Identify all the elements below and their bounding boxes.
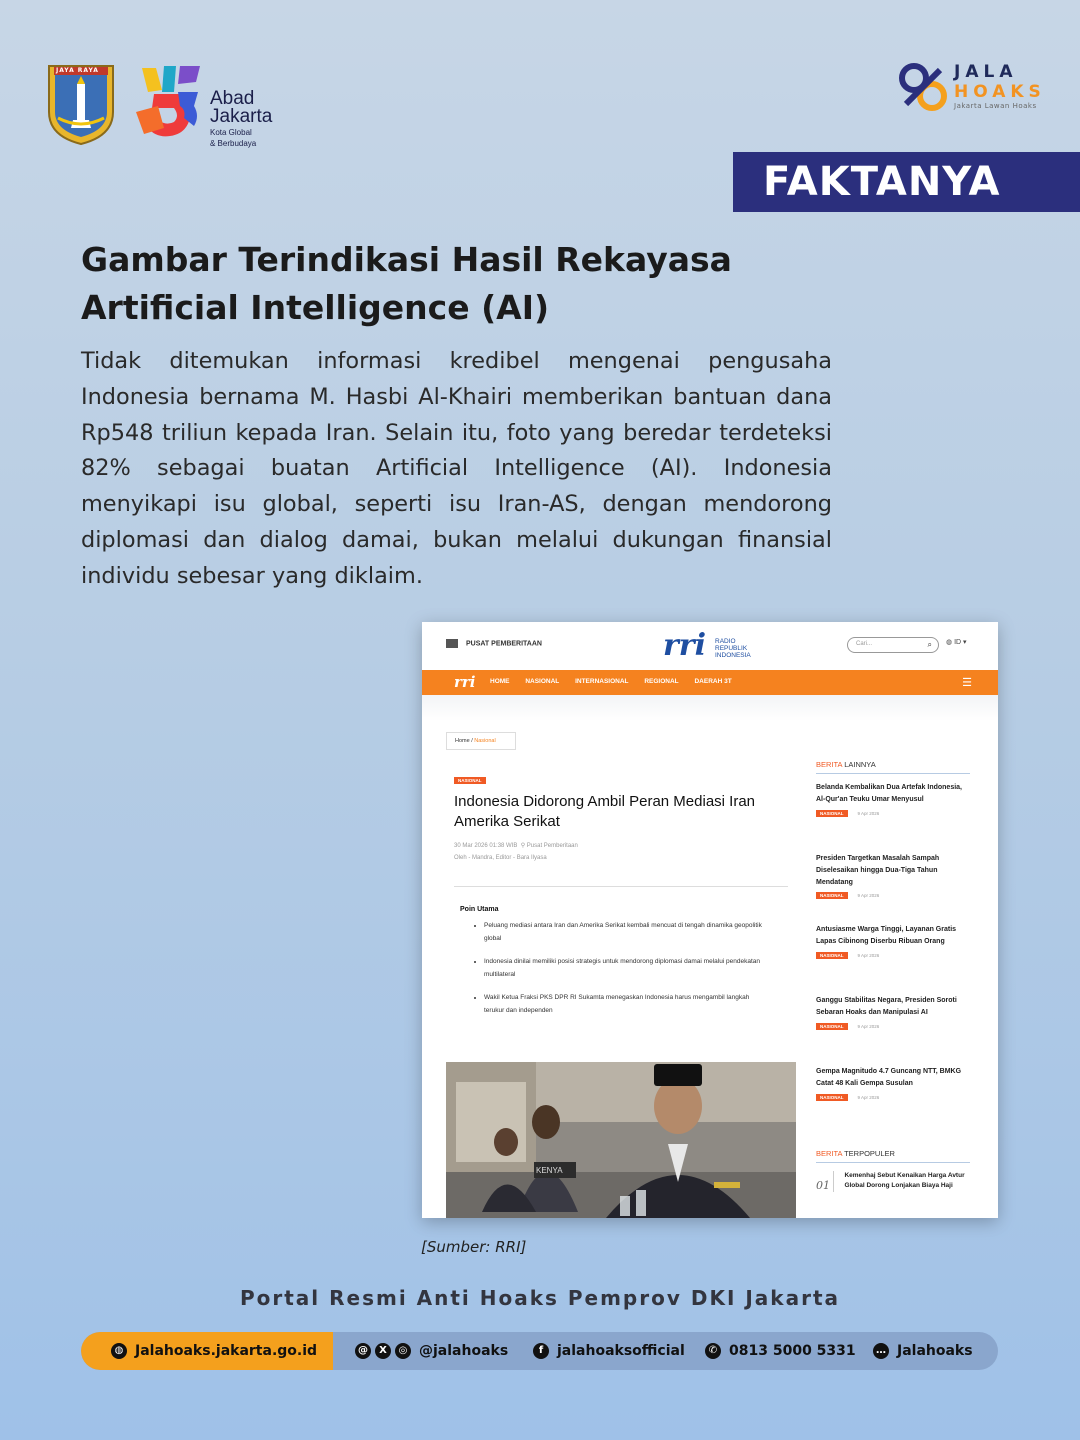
social-handle[interactable] bbox=[355, 1332, 508, 1370]
nav-daerah-3t[interactable]: DAERAH 3T bbox=[694, 678, 732, 685]
website-label: Jalahoaks.jakarta.go.id bbox=[135, 1343, 318, 1359]
nav-home[interactable]: HOME bbox=[490, 678, 510, 685]
news-title: Gempa Magnitudo 4.7 Guncang NTT, BMKG Catat 48 Kali Gempa Susulan bbox=[816, 1068, 962, 1087]
list-item: • Peluang mediasi antara Iran dan Amerika Serikat kembali mencuat di tengah dinamika geopolitik global bbox=[484, 920, 764, 945]
abad-title-2: Jakarta bbox=[210, 106, 273, 127]
facebook-label: jalahoaksofficial bbox=[557, 1343, 685, 1359]
news-date: 9 Apr 2026 bbox=[857, 952, 880, 958]
header-shadow-band bbox=[422, 695, 998, 721]
abad-tagline-2: & Berbudaya bbox=[210, 139, 257, 148]
hoaks-word: HOAKS bbox=[954, 82, 1046, 102]
sidebar-heading-accent: BERITA bbox=[816, 760, 843, 769]
rri-navbar bbox=[422, 670, 998, 695]
jala-word: JALA bbox=[954, 62, 1018, 82]
sidebar-news-item[interactable] bbox=[816, 853, 970, 916]
article-photo bbox=[446, 1062, 796, 1218]
rri-logo[interactable]: rri bbox=[663, 628, 707, 663]
popular-title: Kemenhaj Sebut Kenaikan Harga Avtur Global Dorong Lonjakan Biaya Haji bbox=[833, 1171, 970, 1192]
jala-hoaks-logo bbox=[898, 62, 1046, 114]
berita-lainnya-sidebar bbox=[816, 760, 970, 1118]
breadcrumb-sep: / bbox=[471, 738, 473, 744]
nav-items bbox=[490, 678, 746, 685]
category-badge: NASIONAL bbox=[816, 1023, 848, 1030]
globe-icon: ◍ bbox=[111, 1343, 127, 1359]
rri-article-screenshot bbox=[422, 622, 998, 1218]
footer-contact-bar bbox=[81, 1332, 998, 1370]
nav-regional[interactable]: REGIONAL bbox=[644, 678, 679, 685]
threads-icon: @ bbox=[355, 1343, 371, 1359]
sidebar-news-item[interactable] bbox=[816, 782, 970, 845]
article-source: Pusat Pemberitaan bbox=[526, 843, 578, 849]
popular-heading-accent: BERITA bbox=[816, 1149, 843, 1158]
whatsapp-icon: ✆ bbox=[705, 1343, 721, 1359]
language-select[interactable]: ◍ ID ▾ bbox=[946, 639, 967, 646]
rri-sub-1: RADIO bbox=[715, 638, 736, 645]
search-placeholder: Cari... bbox=[856, 641, 873, 647]
hamburger-icon[interactable]: ☰ bbox=[962, 677, 972, 689]
search-icon: ⌕ bbox=[927, 640, 932, 649]
search-input[interactable] bbox=[847, 637, 939, 653]
jala-tagline: Jakarta Lawan Hoaks bbox=[954, 102, 1037, 110]
faktanya-badge: FAKTANYA bbox=[733, 152, 1080, 212]
article-date: 30 Mar 2026 01:38 WIB bbox=[454, 843, 518, 849]
nav-internasional[interactable]: INTERNASIONAL bbox=[575, 678, 629, 685]
sidebar-heading-rest: LAINNYA bbox=[842, 760, 876, 769]
rri-header bbox=[422, 622, 998, 670]
pusat-label: PUSAT PEMBERITAAN bbox=[466, 640, 542, 648]
sidebar-heading bbox=[816, 760, 970, 774]
social-label: @jalahoaks bbox=[419, 1343, 509, 1359]
dki-label: JAYA RAYA bbox=[56, 67, 99, 74]
breadcrumb bbox=[446, 732, 516, 750]
whatsapp-link[interactable] bbox=[705, 1332, 856, 1370]
rri-logo-subtitle bbox=[715, 638, 751, 659]
whatsapp-label: 0813 5000 5331 bbox=[729, 1343, 856, 1359]
kenya-nameplate: KENYA bbox=[536, 1166, 563, 1175]
news-title: Antusiasme Warga Tinggi, Layanan Gratis Lapas Cibinong Diserbu Ribuan Orang bbox=[816, 926, 957, 945]
facebook-icon: f bbox=[533, 1343, 549, 1359]
sidebar-news-item[interactable] bbox=[816, 924, 970, 987]
berita-terpopuler bbox=[816, 1149, 970, 1192]
news-title: Ganggu Stabilitas Negara, Presiden Soroti Sebaran Hoaks dan Manipulasi AI bbox=[816, 997, 957, 1016]
category-badge[interactable]: NASIONAL bbox=[454, 777, 486, 784]
news-date: 9 Apr 2026 bbox=[857, 810, 880, 816]
article-meta bbox=[454, 840, 578, 864]
breadcrumb-current[interactable]: Nasional bbox=[474, 738, 496, 744]
category-badge: NASIONAL bbox=[816, 810, 848, 817]
dki-jakarta-emblem bbox=[46, 62, 116, 146]
article-category bbox=[454, 769, 486, 787]
category-badge: NASIONAL bbox=[816, 952, 848, 959]
rri-sub-2: REPUBLIK bbox=[715, 645, 748, 652]
x-icon: X bbox=[375, 1343, 391, 1359]
news-title: Belanda Kembalikan Dua Artefak Indonesia, Al-Qur'an Teuku Umar Menyusul bbox=[816, 784, 963, 803]
poin-utama-title: Poin Utama bbox=[460, 906, 499, 913]
nav-nasional[interactable]: NASIONAL bbox=[525, 678, 560, 685]
poin-utama-list bbox=[472, 920, 764, 1028]
list-item: • Indonesia dinilai memiliki posisi strategis untuk mendorong diplomasi damai melalui pendekatan multilateral bbox=[484, 956, 764, 981]
facebook-link[interactable] bbox=[533, 1332, 685, 1370]
nav-rri-logo[interactable]: rri bbox=[454, 673, 476, 691]
news-date: 9 Apr 2026 bbox=[857, 1023, 880, 1029]
divider bbox=[454, 886, 788, 887]
sidebar-news-item[interactable] bbox=[816, 995, 970, 1058]
portal-tagline: Portal Resmi Anti Hoaks Pemprov DKI Jakarta bbox=[239, 1286, 841, 1310]
news-title: Presiden Targetkan Masalah Sampah Diselesaikan hingga Dua-Tiga Tahun Mendatang bbox=[816, 855, 940, 886]
instagram-icon: ◎ bbox=[395, 1343, 411, 1359]
category-badge: NASIONAL bbox=[816, 892, 848, 899]
news-date: 9 Apr 2026 bbox=[857, 893, 880, 899]
body-text: Tidak ditemukan informasi kredibel mengenai pengusaha Indonesia bernama M. Hasbi Al-Khairi memberikan bantuan dana Rp548 triliun kepada Iran. Selain itu, foto yang beredar terdeteksi 82% sebagai buatan Artificial Intelligence (AI). Indonesia menyikapi isu global, seperti isu Iran-AS, dengan mendorong diplomasi dan dialog damai, bukan melalui dukungan finansial individu sebesar yang diklaim. bbox=[81, 348, 832, 589]
building-icon bbox=[446, 639, 458, 648]
abad-title-1: Abad bbox=[210, 88, 255, 109]
abad-tagline-1: Kota Global bbox=[210, 128, 252, 137]
category-badge: NASIONAL bbox=[816, 1094, 848, 1101]
source-caption: [Sumber: RRI] bbox=[421, 1238, 527, 1256]
article-author: Oleh - Mandra, Editor - Bara Ilyasa bbox=[454, 855, 547, 861]
news-date: 9 Apr 2026 bbox=[857, 1094, 880, 1100]
popular-rank: 01 bbox=[816, 1179, 830, 1192]
rri-sub-3: INDONESIA bbox=[715, 652, 751, 659]
article-title: Indonesia Didorong Ambil Peran Mediasi Iran Amerika Serikat bbox=[454, 793, 756, 830]
chat-link[interactable] bbox=[873, 1332, 973, 1370]
popular-heading bbox=[816, 1149, 970, 1163]
headline: Gambar Terindikasi Hasil Rekayasa Artificial Intelligence (AI) bbox=[81, 240, 732, 327]
abad-jakarta-logo bbox=[134, 62, 284, 148]
list-item: • Wakil Ketua Fraksi PKS DPR RI Sukamta menegaskan Indonesia harus mengambil langkah terukur dan independen bbox=[484, 992, 764, 1017]
sidebar-news-item[interactable] bbox=[816, 1066, 970, 1118]
location-pin-icon: ⚲ bbox=[520, 843, 526, 849]
pusat-pemberitaan[interactable] bbox=[446, 639, 542, 648]
globe-icon: ◍ bbox=[946, 639, 955, 646]
chat-label: Jalahoaks bbox=[897, 1343, 973, 1359]
popular-item[interactable] bbox=[816, 1171, 970, 1192]
chat-icon: … bbox=[873, 1343, 889, 1359]
popular-heading-rest: TERPOPULER bbox=[842, 1149, 895, 1158]
lang-label: ID bbox=[954, 639, 962, 646]
breadcrumb-home[interactable]: Home bbox=[455, 738, 470, 744]
website-link[interactable] bbox=[81, 1332, 333, 1370]
